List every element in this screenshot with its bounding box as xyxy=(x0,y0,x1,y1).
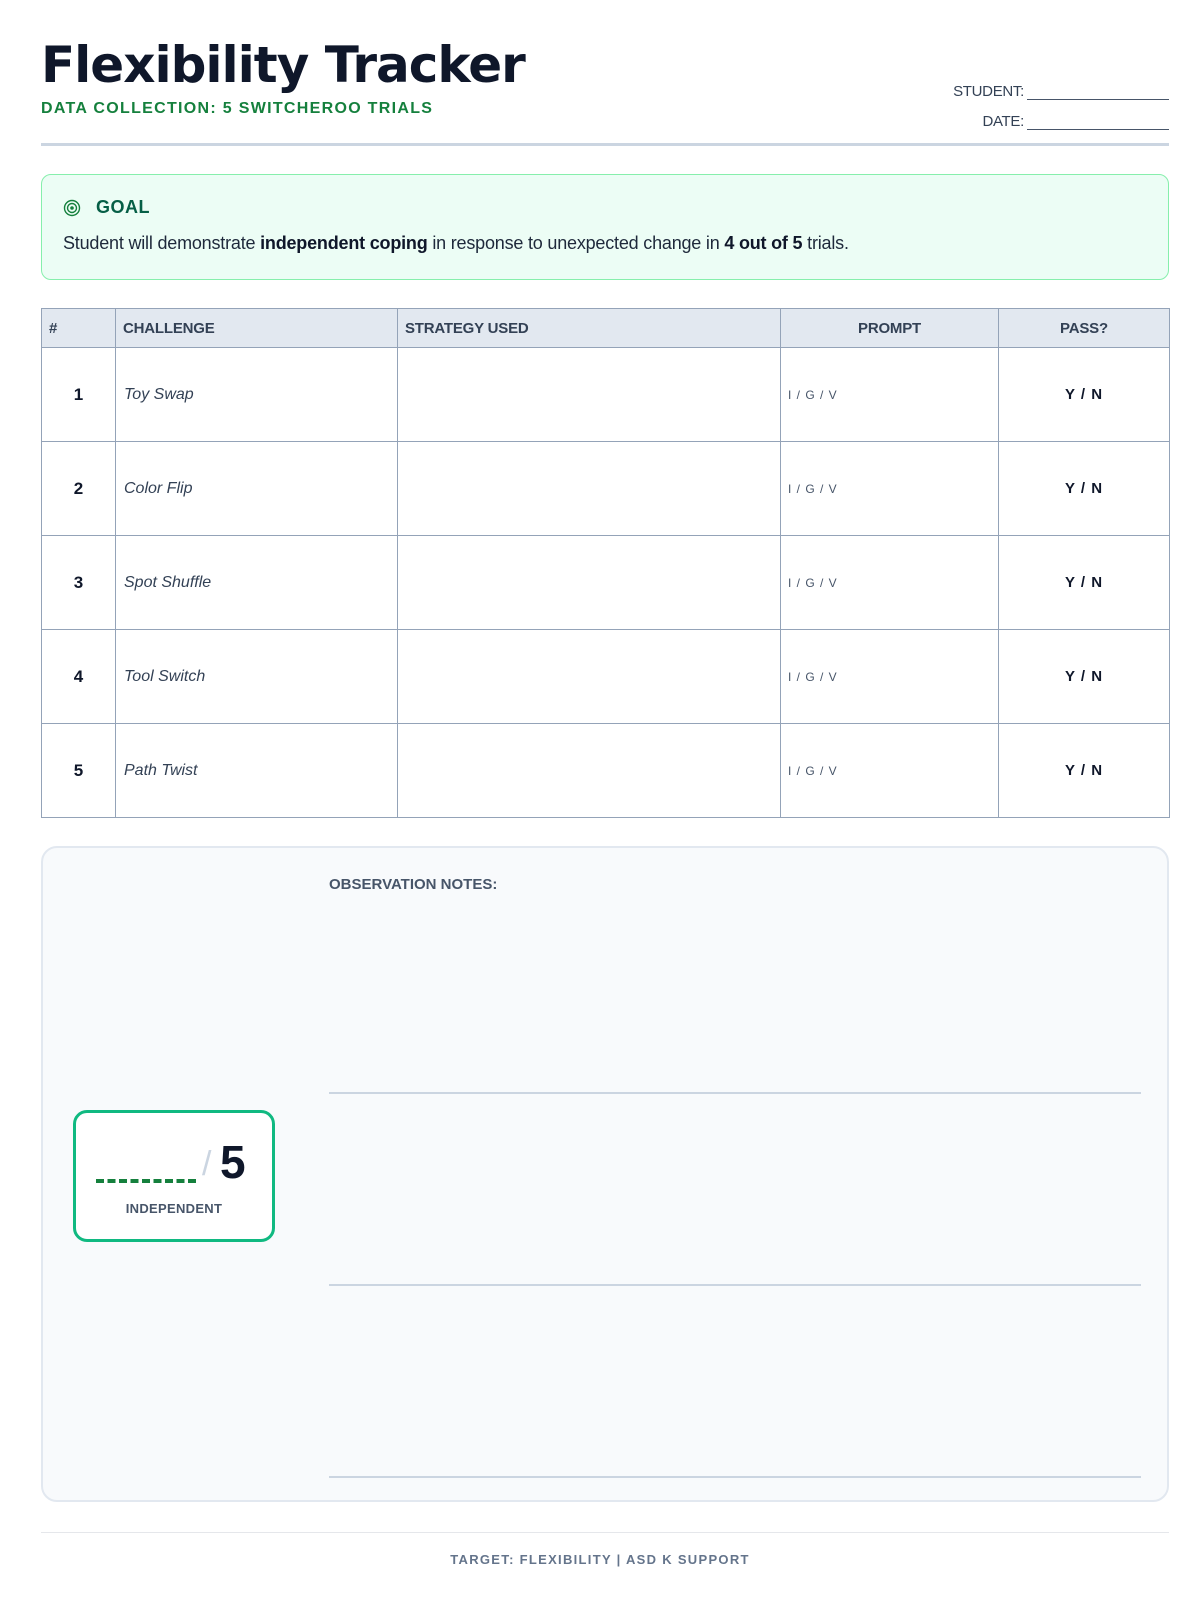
goal-box xyxy=(41,174,1169,280)
header xyxy=(41,36,1169,146)
strategy-cell[interactable] xyxy=(398,630,781,724)
goal-text-1: Student will demonstrate xyxy=(63,233,261,253)
score-slash: / xyxy=(202,1145,212,1183)
student-meta xyxy=(869,70,1169,130)
trial-number: 2 xyxy=(42,442,116,536)
col-header-pass: PASS? xyxy=(999,309,1170,348)
trial-number: 5 xyxy=(42,724,116,818)
goal-statement xyxy=(63,233,849,254)
score-blank[interactable] xyxy=(96,1179,196,1183)
student-field[interactable] xyxy=(1027,86,1169,100)
challenge-name: Toy Swap xyxy=(116,348,398,442)
prompt-cell[interactable]: I / G / V xyxy=(781,630,999,724)
note-line[interactable] xyxy=(329,1476,1141,1478)
date-field[interactable] xyxy=(1027,116,1169,130)
strategy-cell[interactable] xyxy=(398,536,781,630)
col-header-num: # xyxy=(42,309,116,348)
prompt-cell[interactable]: I / G / V xyxy=(781,442,999,536)
student-row xyxy=(869,70,1169,100)
prompt-cell[interactable]: I / G / V xyxy=(781,536,999,630)
col-header-challenge: CHALLENGE xyxy=(116,309,398,348)
goal-text-3: trials. xyxy=(802,233,849,253)
notes-label: OBSERVATION NOTES: xyxy=(329,876,498,893)
strategy-cell[interactable] xyxy=(398,442,781,536)
pass-cell[interactable]: Y / N xyxy=(999,442,1170,536)
pass-cell[interactable]: Y / N xyxy=(999,536,1170,630)
target-icon xyxy=(63,199,81,217)
notes-panel xyxy=(41,846,1169,1502)
score-label: INDEPENDENT xyxy=(125,1201,223,1216)
footer-text: TARGET: FLEXIBILITY | ASD K SUPPORT xyxy=(450,1552,750,1567)
table-row xyxy=(42,536,1170,630)
score-box xyxy=(73,1110,275,1242)
col-header-strategy: STRATEGY USED xyxy=(398,309,781,348)
prompt-cell[interactable]: I / G / V xyxy=(781,348,999,442)
strategy-cell[interactable] xyxy=(398,348,781,442)
footer-divider xyxy=(41,1532,1169,1533)
trial-number: 3 xyxy=(42,536,116,630)
score-total: 5 xyxy=(220,1136,246,1188)
table-row xyxy=(42,724,1170,818)
note-line[interactable] xyxy=(329,1284,1141,1286)
note-line[interactable] xyxy=(329,1092,1141,1094)
table-row xyxy=(42,630,1170,724)
date-row xyxy=(869,100,1169,130)
challenge-name: Color Flip xyxy=(116,442,398,536)
prompt-cell[interactable]: I / G / V xyxy=(781,724,999,818)
trials-table xyxy=(41,308,1170,818)
table-row xyxy=(42,348,1170,442)
col-header-prompt: PROMPT xyxy=(781,309,999,348)
goal-bold-1: independent coping xyxy=(260,233,428,253)
page-subtitle: DATA COLLECTION: 5 SWITCHEROO TRIALS xyxy=(41,100,434,117)
goal-label: GOAL xyxy=(96,197,150,217)
page-title: Flexibility Tracker xyxy=(41,36,525,94)
goal-bold-2: 4 out of 5 xyxy=(724,233,803,253)
date-label: DATE: xyxy=(982,113,1024,130)
goal-text-2: in response to unexpected change in xyxy=(427,233,725,253)
strategy-cell[interactable] xyxy=(398,724,781,818)
pass-cell[interactable]: Y / N xyxy=(999,630,1170,724)
trial-number: 4 xyxy=(42,630,116,724)
table-header-row xyxy=(42,309,1170,348)
challenge-name: Path Twist xyxy=(116,724,398,818)
pass-cell[interactable]: Y / N xyxy=(999,348,1170,442)
challenge-name: Tool Switch xyxy=(116,630,398,724)
pass-cell[interactable]: Y / N xyxy=(999,724,1170,818)
student-label: STUDENT: xyxy=(953,83,1024,100)
header-divider xyxy=(41,143,1169,146)
trial-number: 1 xyxy=(42,348,116,442)
table-row xyxy=(42,442,1170,536)
challenge-name: Spot Shuffle xyxy=(116,536,398,630)
goal-heading xyxy=(63,197,150,218)
